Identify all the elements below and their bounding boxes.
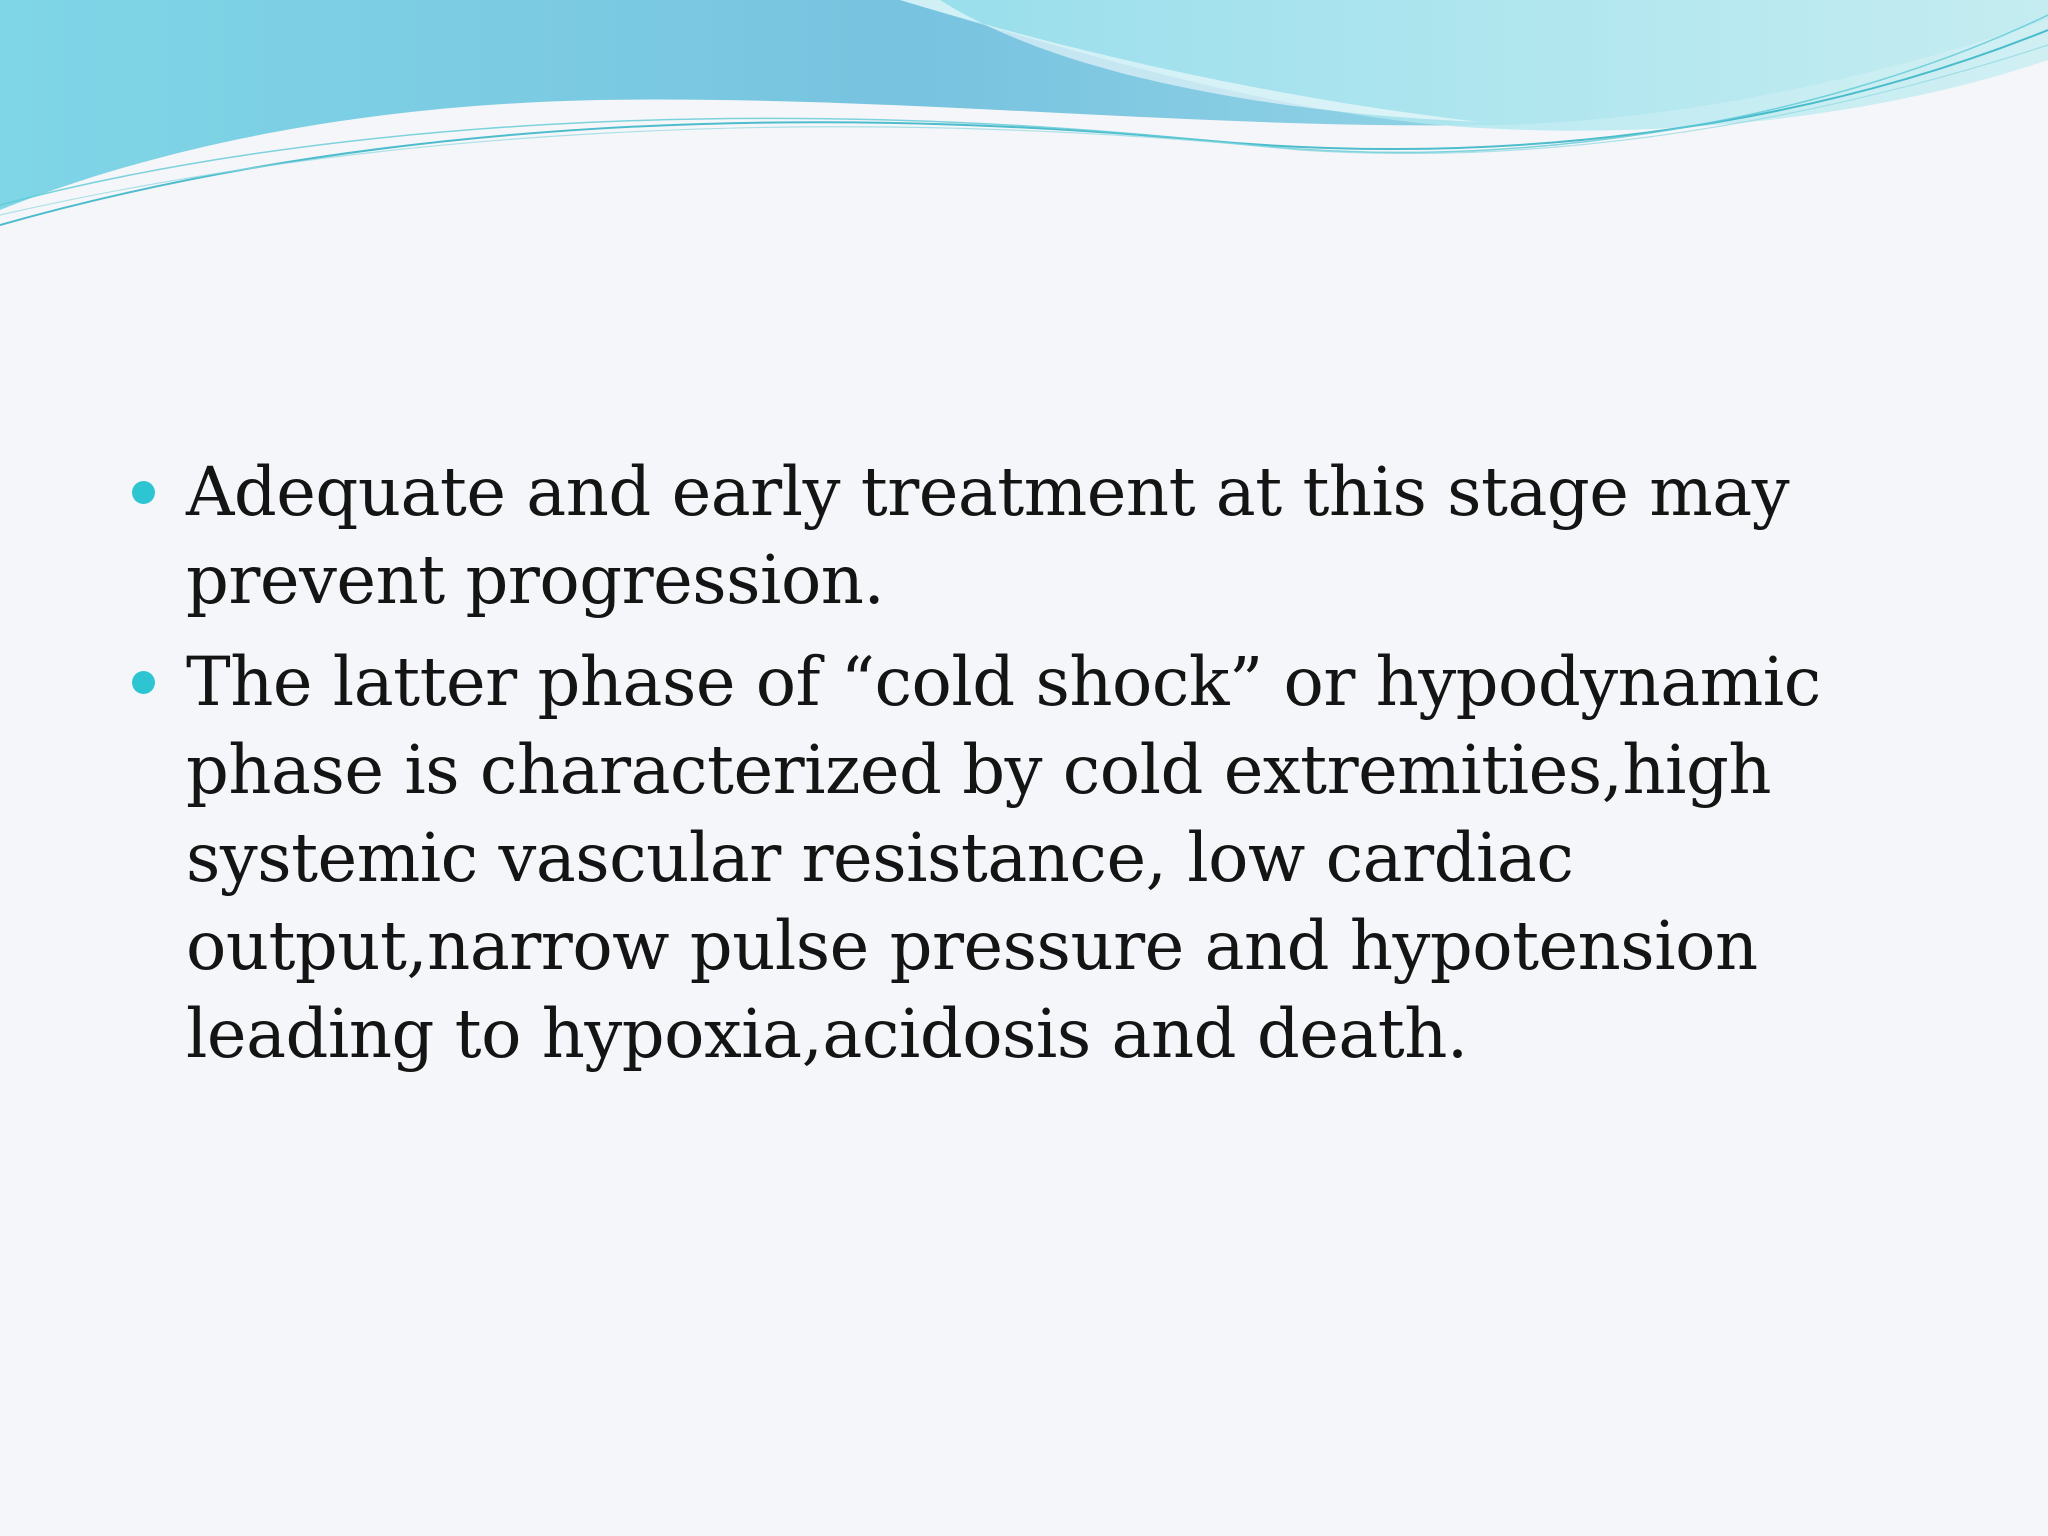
bullet-item — [120, 638, 1960, 1078]
bullet-list — [120, 448, 1960, 1078]
header-wave-decoration — [0, 0, 2048, 240]
slide-body — [120, 448, 1960, 1092]
bullet-text: Adequate and early treatment at this stage may prevent progression. — [186, 453, 1790, 619]
bullet-dot-icon — [132, 481, 155, 504]
bullet-text: The latter phase of “cold shock” or hypodynamic phase is characterized by cold extremities,high systemic vascular resistance, low cardiac output,narrow pulse pressure and hypotension leading to hypoxia,acidosis and death. — [186, 643, 1821, 1073]
bullet-dot-icon — [132, 671, 155, 694]
bullet-item — [120, 448, 1960, 624]
